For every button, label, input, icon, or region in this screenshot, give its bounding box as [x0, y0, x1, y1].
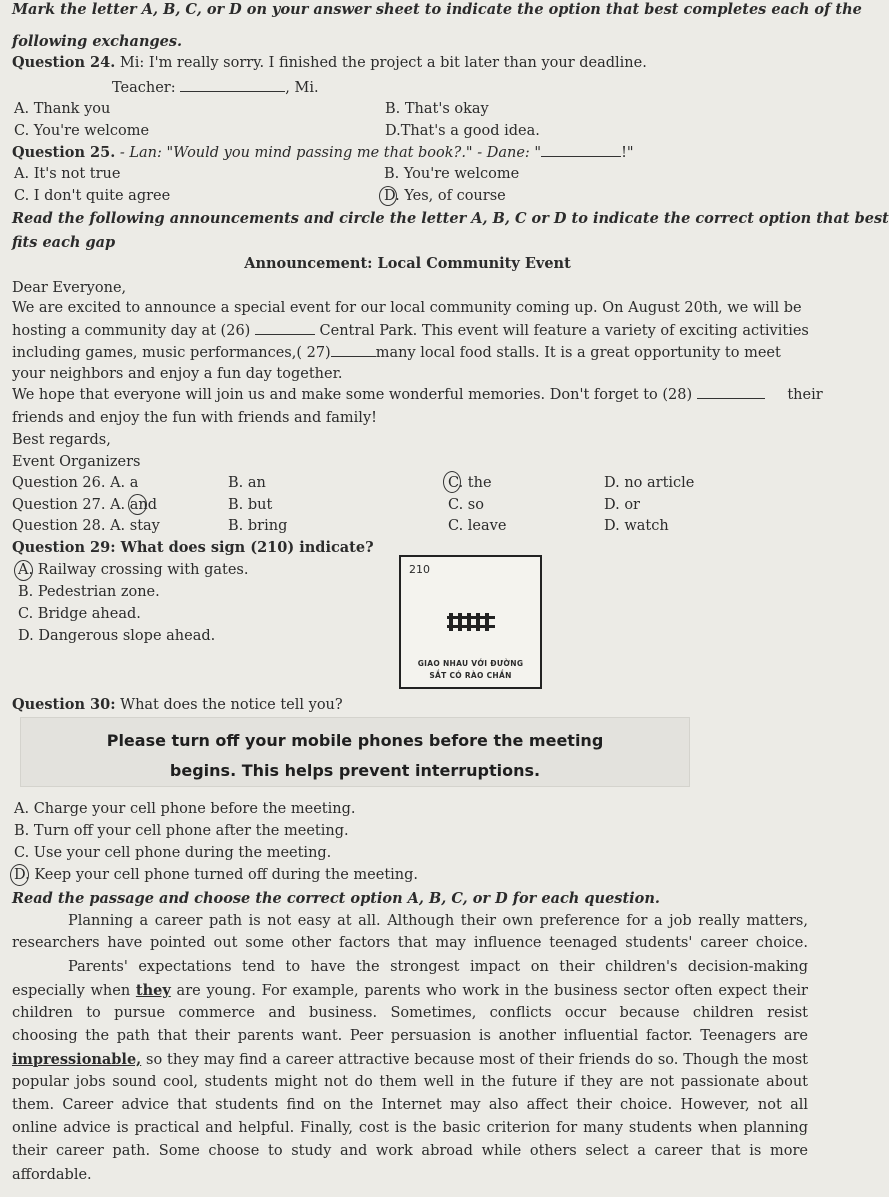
passage-line: affordable.	[12, 1167, 92, 1183]
answer-circle-26-c	[443, 471, 461, 493]
announcement-line: your neighbors and enjoy a fun day together.	[12, 366, 343, 382]
q29-option-c[interactable]: C. Bridge ahead.	[18, 606, 141, 622]
q29-option-b[interactable]: B. Pedestrian zone.	[18, 584, 160, 600]
teacher-label: Teacher:	[112, 80, 176, 96]
q24-option-d[interactable]: D.That's a good idea.	[385, 123, 540, 139]
answer-circle-27-a	[128, 494, 147, 515]
gap-26-text: hosting a community day at (26)	[12, 323, 251, 339]
notice-box	[20, 717, 690, 787]
question-24-label: Question 24.	[12, 54, 116, 71]
answer-blank-25[interactable]	[541, 144, 621, 157]
q29-option-a[interactable]: A. Railway crossing with gates.	[18, 562, 249, 578]
question-25-end: !"	[621, 145, 634, 161]
answer-circle-25-d	[379, 186, 397, 206]
passage-text: so they may find a career attractive because most of their friends do so. Though the most	[141, 1052, 808, 1068]
question-25	[12, 143, 634, 163]
underlined-word-impressionable: impressionable,	[12, 1051, 142, 1068]
underlined-word-they: they	[135, 982, 171, 999]
passage-line: children to pursue commerce and business. Sometimes, conflicts occur because children resist	[12, 1005, 808, 1021]
gap-28-text: We hope that everyone will join us and make some wonderful memories. Don't forget to (28)	[12, 387, 693, 403]
answer-blank-26[interactable]	[255, 322, 315, 335]
announcement-line	[12, 385, 823, 405]
q27-option-b[interactable]: B. but	[228, 497, 273, 513]
q27-option-a: A. and	[110, 497, 158, 513]
q30-option-a[interactable]: A. Charge your cell phone before the meeting.	[14, 801, 356, 817]
q26-option-c[interactable]: C. the	[448, 475, 492, 491]
railway-crossing-sign	[399, 555, 542, 689]
q30-option-d[interactable]: D. Keep your cell phone turned off during the meeting.	[14, 867, 419, 883]
q28-option-c[interactable]: C. leave	[448, 518, 507, 534]
announcement-line	[12, 343, 781, 363]
passage-text: are young. For example, parents who work in the business sector often expect their	[170, 983, 808, 999]
announcement-closing: Best regards,	[12, 432, 111, 448]
question-24-stem: Mi: I'm really sorry. I finished the project a bit later than your deadline.	[119, 55, 647, 71]
passage-line: researchers have pointed out some other factors that may influence teenaged students' career choice.	[12, 935, 808, 951]
question-29-stem: Question 29: What does sign (210) indicate?	[12, 539, 374, 556]
question-30-stem: What does the notice tell you?	[120, 697, 343, 713]
passage-text: especially when	[12, 983, 136, 999]
instruction-passage: Read the passage and choose the correct option A, B, C, or D for each question.	[12, 890, 660, 907]
instruction-header-cont: following exchanges.	[12, 33, 183, 50]
answer-circle-30-d	[10, 864, 29, 886]
q27-option-d[interactable]: D. or	[604, 497, 640, 513]
passage-line: choosing the path that their parents want. Peer persuasion is another influential factor. Teenagers are	[12, 1028, 808, 1044]
sign-caption-line1: GIAO NHAU VỚI ĐƯỜNG	[417, 659, 524, 668]
q28-option-d[interactable]: D. watch	[604, 518, 669, 534]
notice-line1: Please turn off your mobile phones before the meeting	[106, 731, 604, 750]
q26-label-option-a[interactable]	[12, 473, 138, 493]
q26-label: Question 26.	[12, 475, 106, 491]
q29-option-d[interactable]: D. Dangerous slope ahead.	[18, 628, 216, 644]
q24-option-c[interactable]: C. You're welcome	[14, 123, 150, 139]
passage-line: Parents' expectations tend to have the strongest impact on their children's decision-making	[68, 959, 808, 975]
gap-27-text-after: many local food stalls. It is a great opportunity to meet	[375, 345, 781, 361]
question-30-label: Question 30:	[12, 696, 116, 713]
passage-line	[12, 980, 808, 1003]
announcement-line	[12, 321, 809, 341]
answer-circle-29-a	[14, 560, 33, 581]
q27-option-c[interactable]: C. so	[448, 497, 484, 513]
announcement-greeting: Dear Everyone,	[12, 280, 127, 296]
instruction-reading: Read the following announcements and circle the letter A, B, C or D to indicate the correct option that best	[12, 210, 889, 227]
q25-option-c[interactable]: C. I don't quite agree	[14, 188, 171, 204]
q27-label: Question 27.	[12, 497, 106, 513]
passage-line	[12, 1049, 808, 1072]
announcement-signature: Event Organizers	[12, 454, 141, 470]
question-30	[12, 695, 343, 715]
q25-option-b[interactable]: B. You're welcome	[384, 166, 520, 182]
q30-option-c[interactable]: C. Use your cell phone during the meeting.	[14, 845, 332, 861]
instruction-header: Mark the letter A, B, C, or D on your answer sheet to indicate the option that best completes each of the	[12, 1, 862, 18]
answer-blank-27[interactable]	[331, 344, 376, 357]
q28-label: Question 28.	[12, 518, 106, 534]
announcement-line: friends and enjoy the fun with friends and family!	[12, 410, 377, 426]
answer-blank-28[interactable]	[697, 386, 765, 399]
mi-suffix: , Mi.	[285, 80, 319, 96]
gap-28-text-after: their	[787, 387, 823, 403]
q28-option-a: A. stay	[110, 518, 160, 534]
sign-number: 210	[409, 563, 430, 576]
sign-caption-line2: SẮT CÓ RÀO CHẮN	[429, 671, 512, 680]
question-25-label: Question 25.	[12, 144, 116, 161]
gap-26-text-after: Central Park. This event will feature a variety of exciting activities	[319, 323, 809, 339]
passage-line: popular jobs sound cool, students might not do them well in the future if they are not passionate about	[12, 1074, 808, 1090]
q24-option-a[interactable]: A. Thank you	[14, 101, 111, 117]
q28-label-option-a[interactable]	[12, 516, 160, 536]
gap-27-text: including games, music performances,( 27)	[12, 345, 331, 361]
question-24-teacher-line	[112, 78, 319, 98]
q28-option-b[interactable]: B. bring	[228, 518, 288, 534]
announcement-line: We are excited to announce a special event for our local community coming up. On August 20th, we will be	[12, 300, 802, 316]
q26-option-d[interactable]: D. no article	[604, 475, 695, 491]
instruction-reading-cont: fits each gap	[12, 234, 116, 251]
passage-line: Planning a career path is not easy at all. Although their own preference for a job really matters,	[68, 913, 808, 929]
q25-option-d[interactable]: D. Yes, of course	[384, 188, 506, 204]
q26-option-b[interactable]: B. an	[228, 475, 266, 491]
passage-line: online advice is practical and helpful. Finally, cost is the basic criterion for many students when planning	[12, 1120, 808, 1136]
passage-line: their career path. Some choose to study and work abroad while others select a career that is more	[12, 1143, 808, 1159]
passage-line: them. Career advice that students find on the Internet may also affect their choice. However, not all	[12, 1097, 808, 1113]
notice-line2: begins. This helps prevent interruptions.	[169, 761, 541, 780]
question-25-stem: - Lan: "Would you mind passing me that book?." - Dane: "	[119, 145, 542, 161]
answer-blank-24[interactable]	[180, 79, 285, 92]
question-24	[12, 53, 647, 73]
gate-fence-icon	[445, 611, 497, 633]
q30-option-b[interactable]: B. Turn off your cell phone after the meeting.	[14, 823, 349, 839]
q26-option-a: A. a	[110, 475, 139, 491]
announcement-title: Announcement: Local Community Event	[244, 255, 571, 272]
q24-option-b[interactable]: B. That's okay	[385, 101, 489, 117]
q25-option-a[interactable]: A. It's not true	[14, 166, 121, 182]
